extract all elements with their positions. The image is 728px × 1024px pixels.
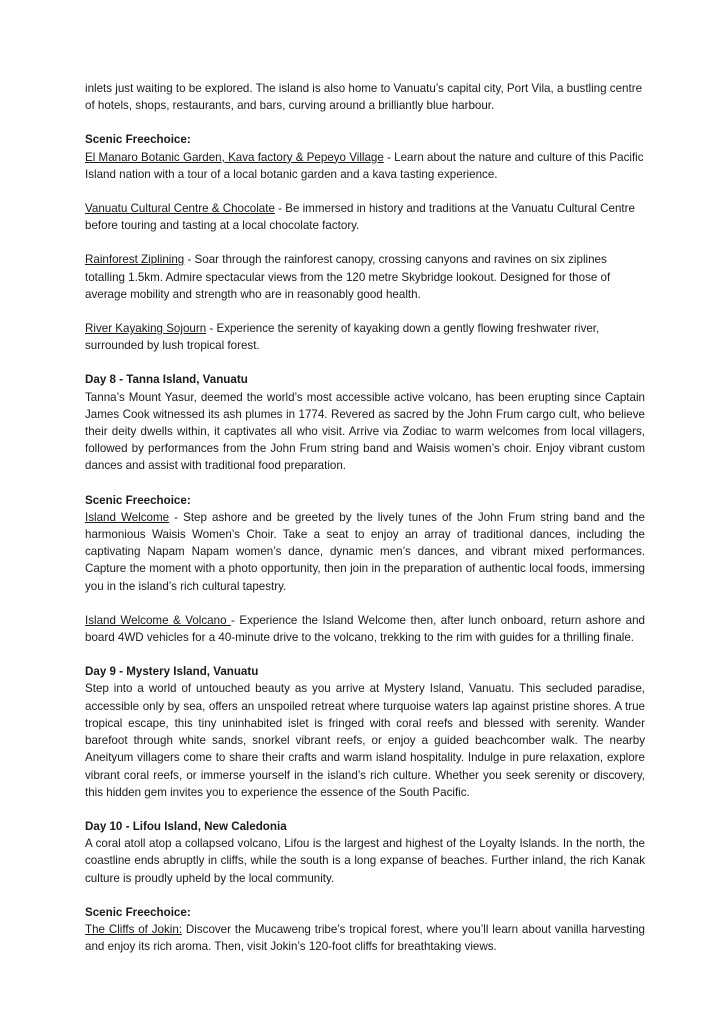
- day8-heading: Day 8 - Tanna Island, Vanuatu: [85, 373, 248, 387]
- excursion-title: Rainforest Ziplining: [85, 253, 185, 267]
- excursion-desc: - Step ashore and be greeted by the lively tunes of the John Frum string band and the harmonious Waisis Women’s Choir. Take a seat to enjoy an array of traditional dances, including the captivating Napam Napam women’s dance, dynamic men’s dances, and vibrant mixed performances. Capture the moment with a photo opportunity, then join in the preparation of authentic local foods, immersing you in the island’s rich cultural tapestry.: [85, 510, 645, 593]
- day9-heading: Day 9 - Mystery Island, Vanuatu: [85, 665, 259, 679]
- excursion-ziplining: [85, 251, 645, 303]
- excursion-title: Vanuatu Cultural Centre & Chocolate: [85, 202, 275, 216]
- intro-paragraph: inlets just waiting to be explored. The island is also home to Vanuatu’s capital city, Port Vila, a bustling centre of hotels, shops, restaurants, and bars, curving around a brilliantly blue harbour.: [85, 82, 643, 113]
- day8-freechoice-heading: Scenic Freechoice:: [85, 493, 191, 507]
- day10-body: A coral atoll atop a collapsed volcano, Lifou is the largest and highest of the Loyalty Islands. In the north, the coastline ends abruptly in cliffs, while the south is a long expanse of beaches. Further inland, the rich Kanak culture is proudly upheld by the local community.: [85, 837, 645, 885]
- excursion-island-welcome-volcano: [85, 612, 645, 646]
- day10-heading: Day 10 - Lifou Island, New Caledonia: [85, 819, 287, 833]
- excursion-island-welcome: [85, 509, 645, 595]
- excursion-title: River Kayaking Sojourn: [85, 322, 207, 336]
- port-vila-freechoice-heading: Scenic Freechoice:: [85, 133, 191, 147]
- excursion-title: Island Welcome & Volcano: [85, 613, 232, 627]
- excursion-desc: Discover the Mucaweng tribe’s tropical forest, where you’ll learn about vanilla harvesting and enjoy its rich aroma. Then, visit Jokin’s 120-foot cliffs for breathtaking views.: [85, 922, 645, 954]
- excursion-desc: - Experience the serenity of kayaking down a gently flowing freshwater river, surrounded by lush tropical forest.: [85, 322, 600, 353]
- excursion-desc: - Soar through the rainforest canopy, crossing canyons and ravines on six ziplines totalling 1.5km. Admire spectacular views from the 120 metre Skybridge lookout. Designed for those of average mobility and strength who are in reasonably good health.: [85, 253, 611, 301]
- day10-freechoice-heading: Scenic Freechoice:: [85, 905, 191, 919]
- excursion-desc: - Experience the Island Welcome then, after lunch onboard, return ashore and board 4WD vehicles for a 40-minute drive to the volcano, trekking to the rim with guides for a thrilling finale.: [85, 613, 646, 645]
- excursion-botanic-garden: [85, 149, 645, 183]
- excursion-cultural-centre: [85, 200, 645, 234]
- excursion-kayaking: [85, 320, 645, 354]
- excursion-desc: - Learn about the nature and culture of this Pacific Island nation with a tour of a local botanic garden and a kava tasting experience.: [85, 150, 644, 181]
- day8-body: Tanna’s Mount Yasur, deemed the world’s most accessible active volcano, has been erupting since Captain James Cook witnessed its ash plumes in 1774. Revered as sacred by the John Frum cargo cult, who believe their deity dwells within, it captivates all who visit. Arrive via Zodiac to warm welcomes from local villagers, followed by performances from the John Frum string band and Waisis women’s choir. Enjoy vibrant custom dances and assist with traditional food preparation.: [85, 390, 645, 473]
- excursion-title: Island Welcome: [85, 510, 170, 524]
- document-page: [85, 80, 645, 955]
- excursion-title: El Manaro Botanic Garden, Kava factory & Pepeyo Village: [85, 150, 384, 164]
- excursion-cliffs-of-jokin: [85, 921, 645, 955]
- excursion-desc: - Be immersed in history and traditions at the Vanuatu Cultural Centre before touring and tasting at a local chocolate factory.: [85, 202, 635, 233]
- day9-body: Step into a world of untouched beauty as you arrive at Mystery Island, Vanuatu. This secluded paradise, accessible only by sea, offers an unspoiled retreat where turquoise waters lap against pristine shores. A true tropical escape, this tiny uninhabited islet is fringed with coral reefs and blessed with serenity. Wander barefoot through white sands, snorkel vibrant reefs, or enjoy a guided beachcomber walk. The nearby Aneityum villagers come to share their crafts and warm island hospitality. Indulge in pure relaxation, explore vibrant coral reefs, or immerse yourself in the island’s rich culture. Whether you seek serenity or discovery, this hidden gem invites you to experience the essence of the South Pacific.: [85, 682, 645, 799]
- excursion-title: The Cliffs of Jokin:: [85, 922, 183, 936]
